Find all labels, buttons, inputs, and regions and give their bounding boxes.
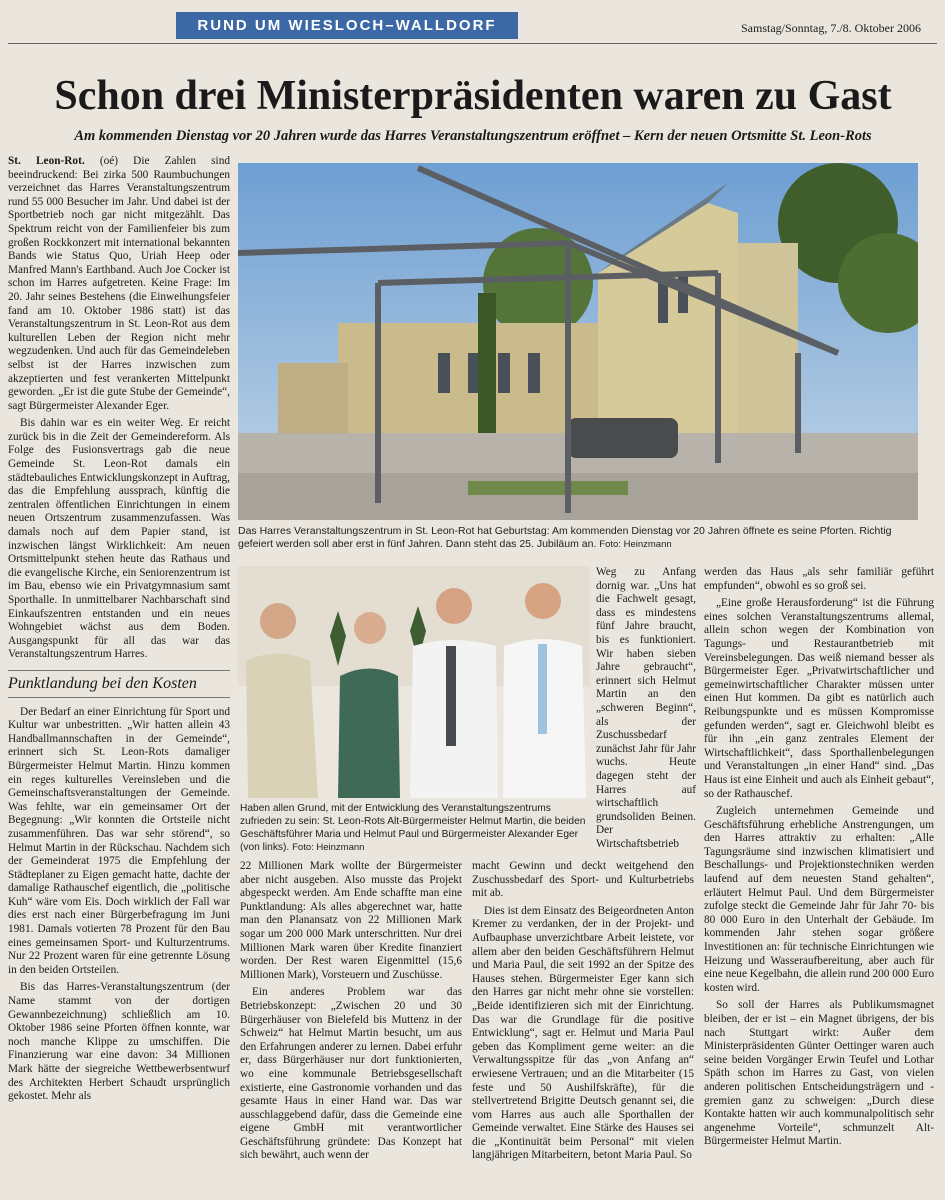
paragraph: werden das Haus „als sehr familiär geführt empfunden“, obwohl es so groß sei. xyxy=(704,566,934,592)
headline: Schon drei Ministerpräsidenten waren zu Gast xyxy=(54,73,892,119)
paragraph: „Eine große Herausforderung“ ist die Führung eines solchen Veranstaltungszentrums allemal, allein schon wegen der Kombination von Tagungs- und Restaurantbetrieb mit Vereinsbelegungen. Das weiß niemand besser als Bürgermeister Eger. „Privatwirtschaftlicher und gemeinwirtschaftlicher Charakter müssen unter einen Hut kommen. Da gibt es natürlich auch Reibungspunkte und es müssen Kompromisse gefunden werden“, sagt er. Gleichwohl bleibt es für ihn „ein ganz zentrales Element der Wirtschaftlichkeit“, dass Sporthallenbelegungen und Veranstaltungen „in einer Hand“ sind. „Das Haus ist eine Einheit und auch als Einheit gebaut“, so der Rathauschef. xyxy=(704,597,934,800)
article-column-3-lower xyxy=(472,860,694,1195)
paragraph: So soll der Harres als Publikumsmagnet bleiben, der er ist – ein Magnet übrigens, der bis nach Stuttgart wirkt: Außer dem Ministerpräsidenten Günter Oettinger waren auch seine beiden Vorgänger Erwin Teufel und Lothar Späth schon im Harres zu Gast, von vielen anderen politischen Entscheidungsträgern und -gremien ganz zu schweigen: „Durch diese Kontakte hatten wir auch kommunalpolitisch sehr angenehme Vorteile“, schmunzelt Alt-Bürgermeister Helmut Martin. xyxy=(704,999,934,1148)
paragraph: 22 Millionen Mark wollte der Bürgermeister aber nicht ausgeben. Also musste das Projekt abgespeckt werden. Am Ende schaffte man eine Punktlandung: Als alles abgerechnet war, hatte man den Planansatz von 22 Millionen Mark sogar um 200 000 Mark unterschritten. Nur drei Millionen Mark waren über Kredite finanziert worden. Der Rest waren Eigenmittel (15,6 Millionen Mark), Vorsteuern und Zuschüsse. xyxy=(240,860,462,981)
paragraph: Bis dahin war es ein weiter Weg. Er reicht zurück bis in die Zeit der Gemeindereform. Als Folge des Fusionsvertrags gab die neue Gemeinde St. Leon-Rot damals ein städtebauliches Entwicklungskonzept in Auftrag, das die Empfehlung aussprach, künftig die zentralen öffentlichen Einrichtungen in einem neuen Ortszentrum zusammenzufassen. Was damals noch auf dem Papier stand, ist inzwischen längst Wirklichkeit: Am neuen Ortsmittelpunkt stehen heute das Rathaus und die evangelische Kirche, ein Seniorenzentrum ist im Bau, ebenso wie ein Privatgymnasium samt Sporthalle. In unmittelbarer Nachbarschaft sind Einkaufszentren entstanden und ein neues Wohngebiet wächst aus dem Boden. Ausgangspunkt für all das war das Veranstaltungszentrum Harres. xyxy=(8,417,230,661)
photo1-caption xyxy=(238,525,918,551)
paragraph: Dies ist dem Einsatz des Beigeordneten Anton Kremer zu verdanken, der in der Projekt- und Aufbauphase unverzichtbare Arbeit leistete, vor allem aber den beiden Geschäftsführern Helmut und Maria Paul, die seit 1992 an der Spitze des Hauses stehen. Bürgermeister Eger kann sich den Harres gar nicht mehr ohne sie vorstellen: „Beide identifizieren sich mit der Einrichtung. Das war die Grundlage für die positive Entwicklung“, sagt er. Helmut und Maria Paul geben das Kompliment gerne weiter: an die Verwaltungsspitze für das „von Anfang an“ erwiesene Vertrauen; und an die Mitarbeiter (15 feste und 50 Aushilfskräfte), für die stellvertretend Brigitte Deutsch genannt sei, die vom Harres aus auch alle Sporthallen der Gemeinde verwaltet. Eine Stärke des Hauses sei die „Kontinuität beim Personal“ mit vielen langjährigen Mitarbeitern, betont Maria Paul. So xyxy=(472,904,694,1162)
paragraph: macht Gewinn und deckt weitgehend den Zuschussbedarf des Sport- und Kulturbetriebs mit ab. xyxy=(472,860,694,900)
paragraph: Ein anderes Problem war das Betriebskonzept: „Zwischen 20 und 30 Bürgerhäuser von Bielefeld bis Muttenz in der Schweiz“ hat Helmut Martin besucht, um aus den Erfahrungen anderer zu lernen. Dabei erfuhr er, dass Bürgerhäuser nur dort funktionierten, wo eine kommunale Betriebsgesellschaft existierte, eine Gastronomie vorhanden und das gesamte Haus in einer Hand war. Das war ausschlaggebend dafür, dass die Gemeinde eine eigene GmbH mit verantwortlicher Geschäftsführung gründete: Das Konzept hat sich bewährt, auch wenn der xyxy=(240,986,462,1162)
building-photo-illustration xyxy=(238,163,918,520)
section-label: RUND UM WIESLOCH–WALLDORF xyxy=(176,12,518,39)
caption-text: Das Harres Veranstaltungszentrum in St. Leon-Rot hat Geburtstag: Am kommenden Dienstag vor 20 Jahren öffnete es seine Pforten. Richtig gefeiert werden soll aber erst in fünf Jahren. Dann steht das 25. Jubiläum an. xyxy=(238,525,892,550)
paragraph: Der Bedarf an einer Einrichtung für Sport und Kultur war unbestritten. „Wir hatten allein 43 Handballmannschaften in der Gemeinde“, erinnert sich St. Leon-Rots damaliger Bürgermeister Helmut Martin. Hinzu kommen ein reges kulturelles Vereinsleben und die Gemeinschaftsveranstaltungen der Gemeinde. Was fehlte, war ein gemeinsamer Ort der Begegnung: „Wir konnten die Ortsteile nicht zusammenführen. Das war sehr störend“, so Helmut Martin in der Rückschau. Nachdem sich der Gemeinderat 1975 die Empfehlung der Städteplaner zu Eigen gemacht hatte, dachte der damalige Rathauschef eigentlich, die „politische Kuh“ wäre vom Eis. Doch wirklich der Fall war dies erst nach einer Bürgerbefragung im Juni 1981. Damals votierten 78 Prozent für den Bau eines gemeinsamen Sport- und Kulturzentrums. Nur 22 Prozent waren für eine getrennte Lösung in den beiden Ortsteilen. xyxy=(8,705,230,976)
intertitle: Punktlandung bei den Kosten xyxy=(8,670,230,698)
photo-credit: Foto: Heinzmann xyxy=(599,539,672,550)
caption-text: Haben allen Grund, mit der Entwicklung des Veranstaltungszentrums zufrieden zu sein: St. Leon-Rots Alt-Bürgermeister Helmut Martin, die beiden Geschäftsführer Maria und Helmut Paul und Bürgermeister Alexander Eger (von links). xyxy=(240,803,586,853)
article-column-1 xyxy=(8,155,230,1195)
photo-harres-building xyxy=(238,163,918,520)
paragraph: Zugleich unternehmen Gemeinde und Geschäftsführung erhebliche Anstrengungen, um den Harres attraktiv zu erhalten: „Alle Tagungsräume sind inzwischen klimatisiert und Beschallungs- und Projektionstechniken werden laufend auf dem neuesten Stand gehalten“, erläutert Helmut Paul. Und dem Bürgermeister zufolge steckt die Gemeinde Jahr für Jahr 70- bis 80 000 Euro in den Unterhalt der Gebäude. Im kommenden Jahr stehen sogar größere Investitionen an: für technische Einrichtungen wie Heizung und Wasseraufbereitung, aber auch für eine neue Kegelbahn, die allein rund 200 000 Euro kosten wird. xyxy=(704,805,934,994)
article-column-3-upper xyxy=(596,566,696,858)
photo2-caption xyxy=(240,802,588,854)
paragraph: (oé) Die Zahlen sind beeindruckend: Bei zirka 500 Raumbuchungen verzeichnet das Harres Veranstaltungszentrum rund 55 000 Besucher im Jahr. Und dabei ist der Sportbetrieb noch gar nicht mitgezählt. Das Spektrum reicht von der Familienfeier bis zum großen Rockkonzert mit international bekannten Bands wie Status Quo, Uriah Heep oder Manfred Mann's Earthband. Auch Joe Cocker ist schon im Harres aufgetreten. Keine Frage: Im 20. Jahr seines Bestehens (die Einweihungsfeier fand am 10. Oktober 1986 statt) ist das Veranstaltungszentrum in St. Leon-Rot aus dem kulturellen Leben der Region nicht mehr wegzudenken. Und auch für das Gemeindeleben selbst ist der Harres inzwischen zum akzeptierten und fest verankerten Mittelpunkt geworden. „Er ist die gute Stube der Gemeinde“, sagt Bürgermeister Alexander Eger. xyxy=(8,155,230,412)
photo-four-people xyxy=(238,566,590,798)
paragraph: Weg zu Anfang dornig war. „Uns hat die Fachwelt gesagt, dass es mindestens fünf Jahre braucht, bis es funktioniert. Wir haben sieben Jahre gebraucht“, erinnert sich Helmut Martin an den „schweren Beginn“, als der Zuschussbedarf zunächst Jahr für Jahr wuchs. Heute dagegen steht der Harres auf wirtschaftlich grundsoliden Beinen. Der Wirtschaftsbetrieb xyxy=(596,566,696,850)
paragraph: Bis das Harres-Veranstaltungszentrum (der Name stammt von der dortigen Gewannbezeichnung) schließlich am 10. Oktober 1986 seine Pforten öffnen konnte, war noch manche Klippe zu umschiffen. Die Finanzierung war eine davon: 34 Millionen Mark hätte der siegreiche Wettbewerbsentwurf des Architekten Herbert Schaudt ursprünglich gekostet. Mehr als xyxy=(8,981,230,1103)
photo-credit: Foto: Heinzmann xyxy=(292,842,365,853)
dateline: St. Leon-Rot. xyxy=(8,155,85,167)
header-rule xyxy=(8,43,937,44)
subheadline: Am kommenden Dienstag vor 20 Jahren wurde das Harres Veranstaltungszentrum eröffnet – Kern der neuen Ortsmitte St. Leon-Rots xyxy=(74,128,872,144)
group-photo-illustration xyxy=(238,566,590,798)
article-column-2 xyxy=(240,860,462,1195)
issue-date: Samstag/Sonntag, 7./8. Oktober 2006 xyxy=(741,21,921,35)
article-column-4 xyxy=(704,566,934,1195)
